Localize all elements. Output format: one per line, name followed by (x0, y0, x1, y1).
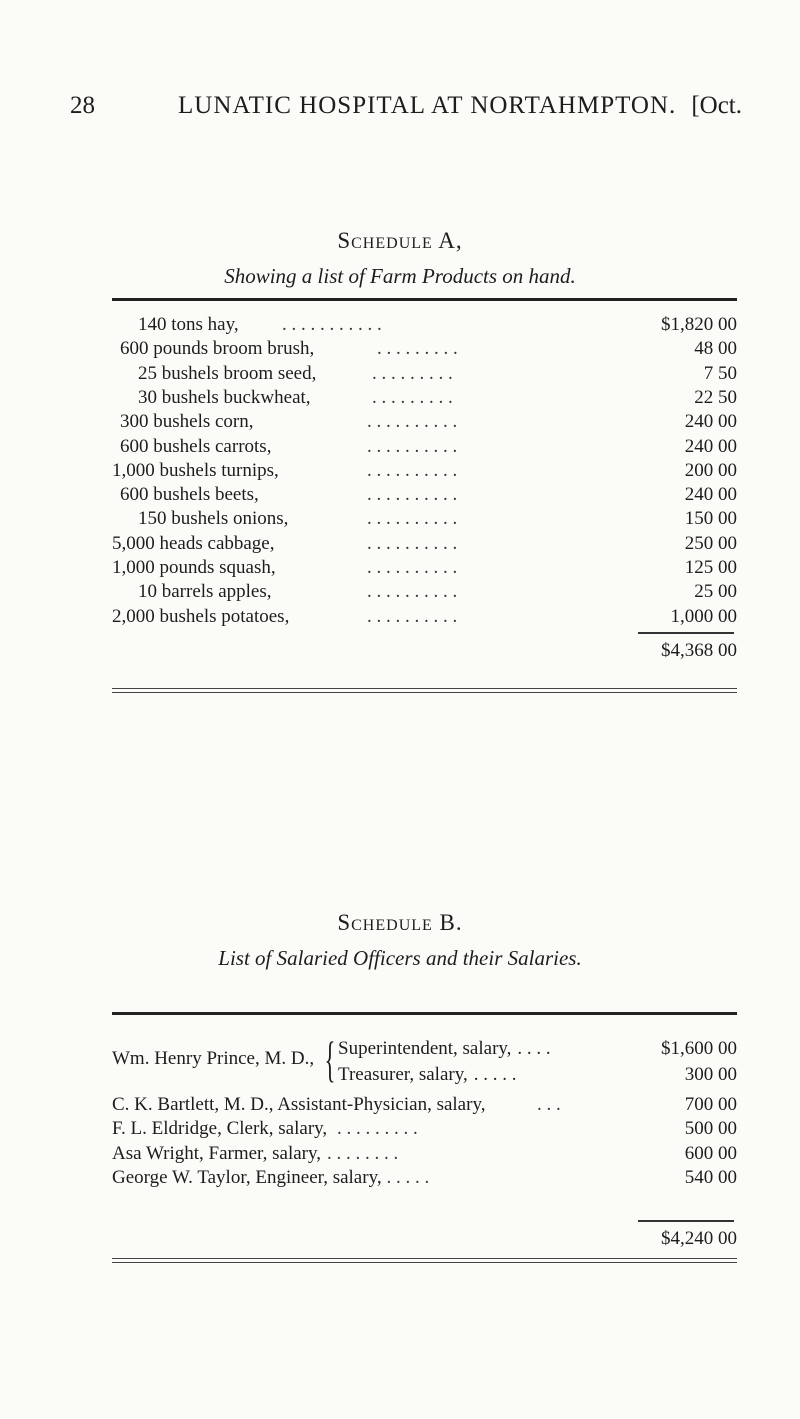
brace-symbol: { (324, 1031, 336, 1087)
row-item: 600 bushels beets, (120, 484, 259, 506)
brace-line (338, 1036, 737, 1062)
row-item: 1,000 bushels turnips, (112, 459, 279, 481)
row-leader-dots: . . . . . . . . . . . (282, 314, 382, 335)
row-leader-dots: . . . . . (473, 1064, 517, 1085)
table-row (112, 482, 737, 508)
running-header (70, 92, 742, 132)
schedule-a-total-rule (638, 632, 734, 634)
row-amount: 150 00 (684, 508, 737, 530)
row-leader-dots: . . . . . . . . . . (367, 557, 458, 578)
page-header-title: LUNATIC HOSPITAL AT NORTAHMPTON. (178, 92, 677, 119)
row-item: Asa Wright, Farmer, salary, (112, 1142, 321, 1164)
row-leader-dots: . . . . . . . . . . (367, 605, 458, 627)
page-number: 28 (70, 92, 95, 119)
schedule-a-total-row (112, 638, 737, 664)
row-leader-dots: . . . . (517, 1038, 551, 1059)
row-item: 1,000 pounds squash, (112, 557, 276, 578)
row-amount: 240 00 (684, 435, 737, 457)
row-amount: 1,000 00 (670, 605, 737, 627)
officer-name: Wm. Henry Prince, M. D., (112, 1048, 315, 1069)
row-leader-dots: . . . . . . . . . (337, 1118, 418, 1140)
table-row (112, 458, 737, 484)
row-leader-dots: . . . . . . . . . . (367, 532, 458, 554)
schedule-b-subtitle: List of Salaried Officers and their Salaries. (218, 946, 582, 970)
role-label: Superintendent, salary, (338, 1038, 512, 1059)
row-item: 140 tons hay, (138, 314, 239, 335)
schedule-b-total: $4,240 00 (661, 1228, 737, 1249)
row-amount: 240 00 (684, 484, 737, 506)
row-item: 150 bushels onions, (138, 508, 289, 530)
row-leader-dots: . . . . . . . . . (372, 386, 453, 408)
schedule-b-top-rule (112, 1012, 737, 1015)
row-leader-dots: . . . (537, 1094, 561, 1115)
brace-line (338, 1062, 737, 1088)
table-row (112, 434, 737, 460)
row-leader-dots: . . . . . . . . . (372, 362, 453, 384)
table-row (112, 555, 737, 581)
schedule-a-total: $4,368 00 (661, 640, 737, 661)
table-row (112, 1092, 737, 1118)
row-leader-dots: . . . . . . . . . . (367, 435, 458, 457)
row-item: 2,000 bushels potatoes, (112, 605, 290, 627)
row-amount: 540 00 (684, 1166, 737, 1188)
row-item: 30 bushels buckwheat, (138, 386, 311, 408)
table-row (112, 385, 737, 411)
schedule-b-title: Schedule B. (337, 910, 463, 935)
schedule-b-bottom-rule (112, 1258, 737, 1263)
row-leader-dots: . . . . . . . . . . (367, 459, 458, 481)
schedule-a-subtitle: Showing a list of Farm Products on hand. (224, 264, 576, 288)
row-item: 10 barrels apples, (138, 581, 272, 603)
row-item: F. L. Eldridge, Clerk, salary, (112, 1118, 328, 1140)
row-amount: 240 00 (684, 411, 737, 433)
row-item: 600 pounds broom brush, (120, 338, 315, 360)
row-item: 600 bushels carrots, (120, 435, 272, 457)
row-amount: 7 50 (703, 362, 737, 384)
table-row (112, 531, 737, 557)
schedule-a-title: Schedule A, (337, 228, 463, 253)
row-amount: 500 00 (684, 1118, 737, 1140)
schedule-b-total-rule (638, 1220, 734, 1222)
brace-lines (338, 1036, 737, 1088)
table-row (112, 409, 737, 435)
row-amount: $1,600 00 (661, 1038, 737, 1059)
row-amount: $1,820 00 (661, 314, 737, 335)
row-amount: 48 00 (694, 338, 737, 360)
row-item: 5,000 heads cabbage, (112, 532, 275, 554)
schedule-b-total-row (112, 1226, 737, 1252)
row-item: 300 bushels corn, (120, 411, 254, 433)
table-row (112, 604, 737, 630)
table-row (112, 579, 737, 605)
row-amount: 22 50 (694, 386, 737, 408)
row-item: 25 bushels broom seed, (138, 362, 317, 384)
row-amount: 25 00 (694, 581, 737, 603)
row-amount: 125 00 (684, 557, 737, 578)
row-leader-dots: . . . . . . . . . (377, 338, 458, 360)
table-row (112, 1116, 737, 1142)
schedule-a-top-rule (112, 298, 737, 301)
row-item: C. K. Bartlett, M. D., Assistant-Physician, salary, (112, 1094, 486, 1115)
table-row (112, 361, 737, 387)
row-leader-dots: . . . . . . . . . . (367, 581, 458, 603)
table-row (112, 1165, 737, 1191)
row-leader-dots: . . . . . . . . (327, 1142, 399, 1164)
table-row (112, 1141, 737, 1167)
row-leader-dots: . . . . . . (377, 1166, 430, 1188)
row-amount: 700 00 (684, 1094, 737, 1115)
table-row (112, 336, 737, 362)
prince-salary-block (112, 1031, 737, 1088)
table-row (112, 312, 737, 338)
row-amount: 600 00 (684, 1142, 737, 1164)
row-leader-dots: . . . . . . . . . . (367, 411, 458, 433)
page-header-month: [Oct. (691, 92, 742, 119)
row-leader-dots: . . . . . . . . . . (367, 484, 458, 506)
row-amount: 200 00 (684, 459, 737, 481)
row-amount: 250 00 (684, 532, 737, 554)
row-item: George W. Taylor, Engineer, salary, (112, 1166, 382, 1188)
schedule-a-bottom-rule (112, 688, 737, 693)
table-row (112, 506, 737, 532)
row-leader-dots: . . . . . . . . . . (367, 508, 458, 530)
role-label: Treasurer, salary, (338, 1064, 468, 1085)
row-amount: 300 00 (684, 1064, 737, 1085)
